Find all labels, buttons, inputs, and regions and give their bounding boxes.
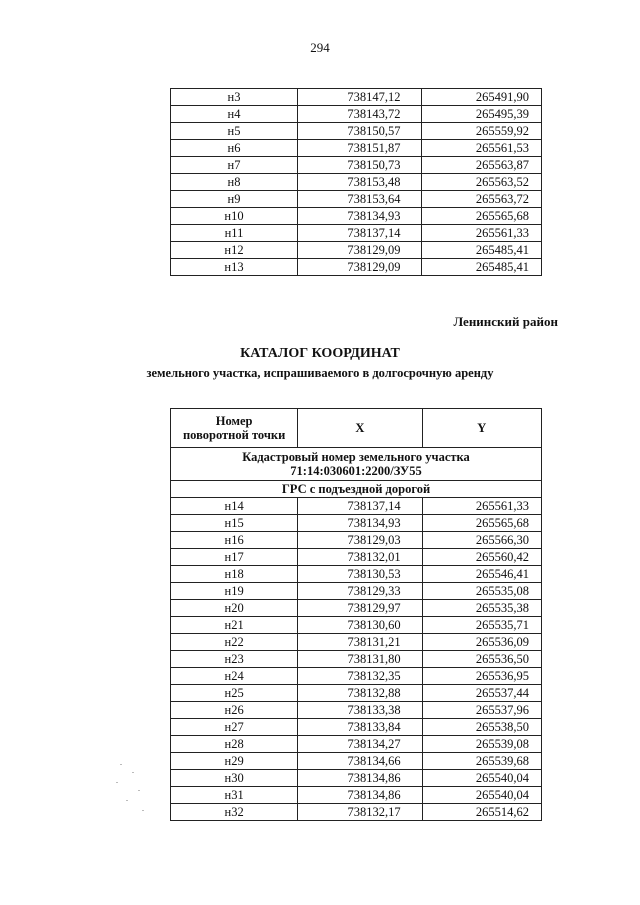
y-coordinate-cell: 265491,90 [422,89,542,106]
y-coordinate-cell: 265536,50 [422,651,541,668]
point-number-cell: н22 [171,634,298,651]
table-row [171,566,542,583]
x-coordinate-cell: 738130,60 [298,617,422,634]
table-row [171,225,542,242]
scan-noise [112,760,152,820]
header-x: X [298,409,422,448]
y-coordinate-cell: 265561,53 [422,140,542,157]
x-coordinate-cell: 738132,17 [298,804,422,821]
y-coordinate-cell: 265536,95 [422,668,541,685]
x-coordinate-cell: 738134,86 [298,787,422,804]
y-coordinate-cell: 265535,71 [422,617,541,634]
point-number-cell: н23 [171,651,298,668]
table-row [171,191,542,208]
x-coordinate-cell: 738151,87 [297,140,422,157]
x-coordinate-cell: 738134,86 [298,770,422,787]
table-row [171,634,542,651]
y-coordinate-cell: 265559,92 [422,123,542,140]
table-row [171,770,542,787]
point-number-cell: н8 [171,174,298,191]
page-number: 294 [310,40,330,55]
point-number-cell: н18 [171,566,298,583]
x-coordinate-cell: 738137,14 [298,498,422,515]
table-row [171,89,542,106]
point-number-cell: н19 [171,583,298,600]
x-coordinate-cell: 738129,97 [298,600,422,617]
point-number-cell: н27 [171,719,298,736]
y-coordinate-cell: 265485,41 [422,259,542,276]
y-coordinate-cell: 265539,68 [422,753,541,770]
header-y: Y [422,409,541,448]
table-row [171,174,542,191]
header-point-number-line1: Номер [215,414,253,428]
table-row [171,668,542,685]
table-row [171,583,542,600]
point-number-cell: н21 [171,617,298,634]
table-row [171,208,542,225]
table-row [171,719,542,736]
object-row [171,481,542,498]
x-coordinate-cell: 738129,09 [297,259,422,276]
point-number-cell: н13 [171,259,298,276]
table-row [171,106,542,123]
y-coordinate-cell: 265538,50 [422,719,541,736]
table-row [171,753,542,770]
point-number-cell: н7 [171,157,298,174]
table-row [171,515,542,532]
coordinates-table-continued [170,88,542,276]
table-row [171,140,542,157]
y-coordinate-cell: 265539,08 [422,736,541,753]
cadastral-number-cell [171,448,542,481]
point-number-cell: н29 [171,753,298,770]
table-row [171,651,542,668]
x-coordinate-cell: 738150,73 [297,157,422,174]
x-coordinate-cell: 738129,09 [297,242,422,259]
table-row [171,685,542,702]
x-coordinate-cell: 738131,21 [298,634,422,651]
table-row [171,804,542,821]
header-point-number [171,409,298,448]
y-coordinate-cell: 265563,87 [422,157,542,174]
object-name: ГРС с подъездной дорогой [171,481,542,498]
point-number-cell: н11 [171,225,298,242]
y-coordinate-cell: 265561,33 [422,498,541,515]
point-number-cell: н28 [171,736,298,753]
y-coordinate-cell: 265535,38 [422,600,541,617]
x-coordinate-cell: 738129,33 [298,583,422,600]
table-row [171,532,542,549]
y-coordinate-cell: 265566,30 [422,532,541,549]
y-coordinate-cell: 265514,62 [422,804,541,821]
point-number-cell: н30 [171,770,298,787]
point-number-cell: н16 [171,532,298,549]
point-number-cell: н32 [171,804,298,821]
x-coordinate-cell: 738133,84 [298,719,422,736]
coordinates-catalog-table [170,408,542,821]
y-coordinate-cell: 265565,68 [422,515,541,532]
cadastral-label: Кадастровый номер земельного участка [242,450,470,464]
point-number-cell: н25 [171,685,298,702]
y-coordinate-cell: 265560,42 [422,549,541,566]
y-coordinate-cell: 265540,04 [422,770,541,787]
y-coordinate-cell: 265561,33 [422,225,542,242]
y-coordinate-cell: 265536,09 [422,634,541,651]
cadastral-row [171,448,542,481]
table-row [171,600,542,617]
x-coordinate-cell: 738153,64 [297,191,422,208]
table-row [171,242,542,259]
point-number-cell: н14 [171,498,298,515]
point-number-cell: н26 [171,702,298,719]
y-coordinate-cell: 265563,72 [422,191,542,208]
point-number-cell: н15 [171,515,298,532]
cadastral-number: 71:14:030601:2200/ЗУ55 [290,464,422,478]
y-coordinate-cell: 265485,41 [422,242,542,259]
y-coordinate-cell: 265563,52 [422,174,542,191]
point-number-cell: н10 [171,208,298,225]
point-number-cell: н3 [171,89,298,106]
table-header-row [171,409,542,448]
y-coordinate-cell: 265495,39 [422,106,542,123]
point-number-cell: н20 [171,600,298,617]
x-coordinate-cell: 738134,66 [298,753,422,770]
x-coordinate-cell: 738133,38 [298,702,422,719]
table-row [171,549,542,566]
y-coordinate-cell: 265546,41 [422,566,541,583]
table-row [171,259,542,276]
x-coordinate-cell: 738129,03 [298,532,422,549]
x-coordinate-cell: 738132,35 [298,668,422,685]
point-number-cell: н9 [171,191,298,208]
catalog-subtitle: земельного участка, испрашиваемого в долгосрочную аренду [146,366,494,380]
x-coordinate-cell: 738134,93 [297,208,422,225]
x-coordinate-cell: 738130,53 [298,566,422,583]
table-row [171,157,542,174]
x-coordinate-cell: 738132,88 [298,685,422,702]
point-number-cell: н17 [171,549,298,566]
catalog-title: КАТАЛОГ КООРДИНАТ [240,346,400,361]
y-coordinate-cell: 265535,08 [422,583,541,600]
table-row [171,123,542,140]
y-coordinate-cell: 265540,04 [422,787,541,804]
y-coordinate-cell: 265537,44 [422,685,541,702]
table-row [171,787,542,804]
x-coordinate-cell: 738137,14 [297,225,422,242]
point-number-cell: н4 [171,106,298,123]
x-coordinate-cell: 738134,27 [298,736,422,753]
point-number-cell: н12 [171,242,298,259]
y-coordinate-cell: 265565,68 [422,208,542,225]
point-number-cell: н5 [171,123,298,140]
header-point-number-line2: поворотной точки [182,428,286,442]
x-coordinate-cell: 738143,72 [297,106,422,123]
x-coordinate-cell: 738134,93 [298,515,422,532]
district-name: Ленинский район [453,314,558,329]
point-number-cell: н24 [171,668,298,685]
table-row [171,702,542,719]
point-number-cell: н6 [171,140,298,157]
x-coordinate-cell: 738150,57 [297,123,422,140]
table-row [171,498,542,515]
x-coordinate-cell: 738131,80 [298,651,422,668]
x-coordinate-cell: 738147,12 [297,89,422,106]
x-coordinate-cell: 738132,01 [298,549,422,566]
x-coordinate-cell: 738153,48 [297,174,422,191]
y-coordinate-cell: 265537,96 [422,702,541,719]
point-number-cell: н31 [171,787,298,804]
table-row [171,617,542,634]
table-row [171,736,542,753]
